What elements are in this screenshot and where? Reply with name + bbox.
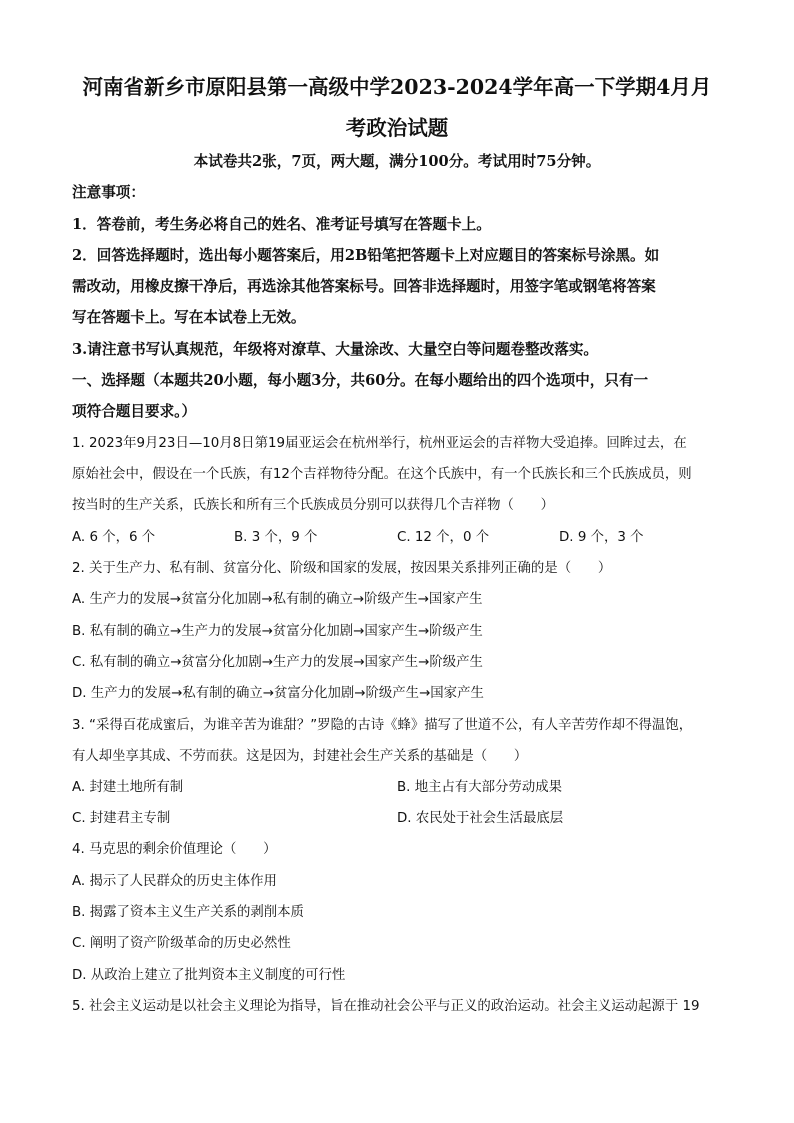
q4-option-d: D. 从政治上建立了批判资本主义制度的可行性 (72, 968, 346, 983)
q3-stem-line2: 有人却坐享其成、不劳而获。这是因为，封建社会生产关系的基础是（ ） (72, 749, 528, 764)
q2-stem: 2. 关于生产力、私有制、贫富分化、阶级和国家的发展，按因果关系排列正确的是（ ） (72, 561, 612, 576)
q2-option-d: D. 生产力的发展→私有制的确立→贫富分化加剧→阶级产生→国家产生 (72, 686, 484, 701)
q3-option-c: C. 封建君主专制 (72, 811, 171, 826)
exam-title-line2: 考政治试题 (345, 116, 449, 140)
exam-title-line1: 河南省新乡市原阳县第一高级中学2023-2024学年高一下学期4月月 (82, 75, 712, 99)
notice-item-2-line3: 写在答题卡上。写在本试卷上无效。 (72, 309, 306, 326)
notice-item-1: 1．答卷前，考生务必将自己的姓名、准考证号填写在答题卡上。 (72, 216, 491, 233)
q1-stem-line1: 1. 2023年9月23日—10月8日第19届亚运会在杭州举行，杭州亚运会的吉祥物大受追捧。回眸过去，在 (72, 436, 687, 451)
q3-option-a: A. 封建土地所有制 (72, 780, 184, 795)
notice-heading: 注意事项： (72, 184, 145, 201)
q3-option-b: B. 地主占有大部分劳动成果 (397, 780, 562, 795)
q1-option-c: C. 12 个，0 个 (397, 530, 490, 545)
q1-option-b: B. 3 个，9 个 (234, 530, 318, 545)
q5-stem-line1: 5. 社会主义运动是以社会主义理论为指导，旨在推动社会公平与正义的政治运动。社会主义运动起源于 19 (72, 999, 700, 1014)
q4-option-b: B. 揭露了资本主义生产关系的剥削本质 (72, 905, 304, 920)
q4-option-a: A. 揭示了人民群众的历史主体作用 (72, 874, 277, 889)
q2-option-b: B. 私有制的确立→生产力的发展→贫富分化加剧→国家产生→阶级产生 (72, 624, 483, 639)
q3-option-d: D. 农民处于社会生活最底层 (397, 811, 564, 826)
q4-option-c: C. 阐明了资产阶级革命的历史必然性 (72, 936, 291, 951)
section1-heading-line2: 项符合题目要求。） (72, 403, 197, 420)
q1-option-d: D. 9 个，3 个 (559, 530, 644, 545)
notice-item-2-line1: 2．回答选择题时，选出每小题答案后，用2B铅笔把答题卡上对应题目的答案标号涂黑。如 (72, 247, 660, 264)
q1-stem-line3: 按当时的生产关系，氏族长和所有三个氏族成员分别可以获得几个吉祥物（ ） (72, 498, 555, 513)
q1-stem-line2: 原始社会中，假设在一个氏族，有12个吉祥物待分配。在这个氏族中，有一个氏族长和三个氏族成员，则 (72, 467, 692, 482)
q3-stem-line1: 3. “采得百花成蜜后，为谁辛苦为谁甜？”罗隐的古诗《蜂》描写了世道不公，有人辛苦劳作却不得温饱， (72, 718, 693, 733)
q2-option-a: A. 生产力的发展→贫富分化加剧→私有制的确立→阶级产生→国家产生 (72, 592, 483, 607)
section1-heading-line1: 一、选择题（本题共20小题，每小题3分，共60分。在每小题给出的四个选项中，只有一 (72, 372, 649, 389)
exam-info: 本试卷共2张，7页，两大题，满分100分。考试用时75分钟。 (193, 153, 601, 170)
q2-option-c: C. 私有制的确立→贫富分化加剧→生产力的发展→国家产生→阶级产生 (72, 655, 483, 670)
q4-stem: 4. 马克思的剩余价值理论（ ） (72, 842, 277, 857)
notice-item-2-line2: 需改动，用橡皮擦干净后，再选涂其他答案标号。回答非选择题时，用签字笔或钢笔将答案 (72, 278, 656, 295)
q1-option-a: A. 6 个，6 个 (72, 530, 156, 545)
notice-item-3: 3.请注意书写认真规范，年级将对潦草、大量涂改、大量空白等问题卷整改落实。 (72, 341, 599, 358)
